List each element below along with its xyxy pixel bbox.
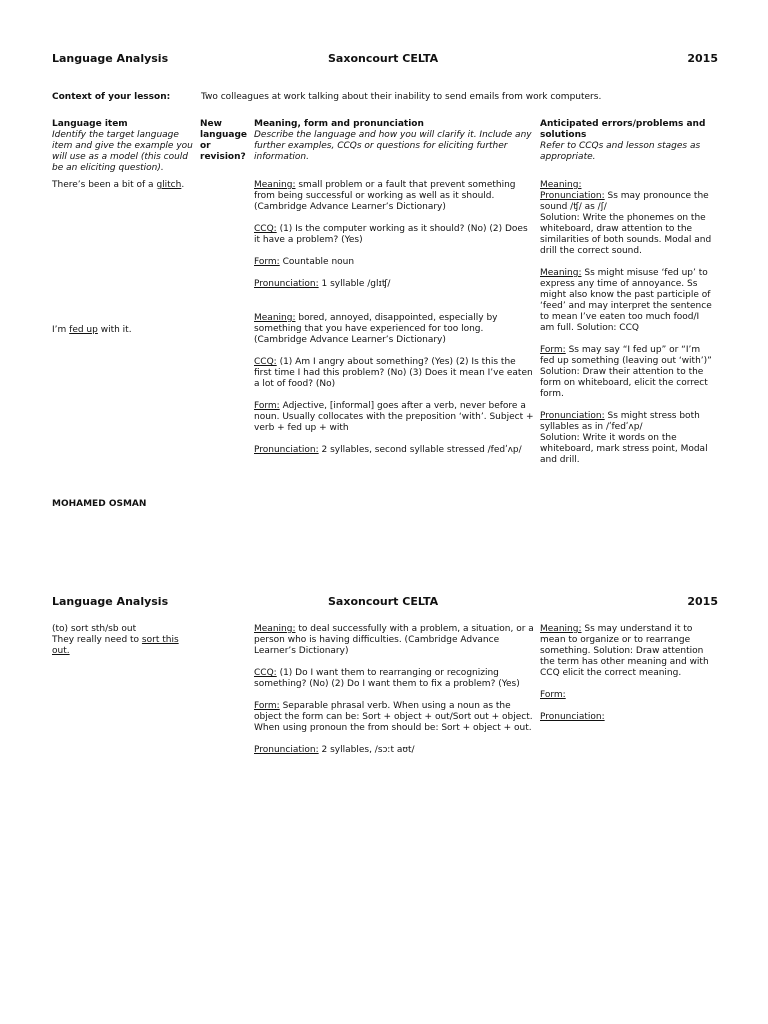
col-title-errors: Anticipated errors/problems and solutions (540, 119, 706, 140)
mfp-glitch (254, 180, 536, 301)
item-text: I’m (52, 325, 70, 335)
doc-title: Language Analysis (52, 595, 169, 608)
error-form-text: Ss may say “I fed up” or “I’m fed up something (leaving out ‘with’)” Solution: Draw their attention to the form on whiteboard, elicit the correct form. (540, 345, 712, 399)
col-title-language-item: Language item (52, 119, 128, 129)
meaning-text: bored, annoyed, disappointed, especially by something that you have experienced for too long. (Cambridge Advance Learner’s Dictionary) (254, 313, 498, 345)
form-label: Form: (254, 701, 280, 711)
item-fed-up (52, 325, 198, 336)
item-target: glitch (156, 180, 182, 190)
ccq-label: CCQ: (254, 668, 277, 678)
item-sort-out (52, 624, 198, 657)
error-pron-text: Ss might stress both syllables as in /ʹfedʹʌp/ (540, 411, 700, 432)
pron-label: Pronunciation: (540, 411, 605, 421)
meaning-label: Meaning: (540, 624, 582, 634)
author-name: MOHAMED OSMAN (52, 499, 147, 509)
form-label: Form: (540, 690, 566, 700)
item-text: There’s been a bit of a (52, 180, 157, 190)
meaning-label: Meaning: (540, 268, 582, 278)
ccq-label: CCQ: (254, 357, 277, 367)
col-title-mfp: Meaning, form and pronunciation (254, 119, 424, 129)
pron-label: Pronunciation: (254, 745, 319, 755)
year: 2015 (687, 52, 718, 65)
form-label: Form: (254, 257, 280, 267)
error-pron-text: Ss may pronounce the sound /ʧ/ as /ʃ/ (540, 191, 709, 212)
form-text: Adjective, [informal] goes after a verb, never before a noun. Usually collocates with the preposition ‘with’. Subject + verb + fed up + with (254, 401, 534, 433)
meaning-label: Meaning: (254, 180, 296, 190)
error-meaning-text: Ss might misuse ‘fed up’ to express any time of annoyance. Ss might also know the past participle of ‘feed’ and may interpret the sentence to mean I’ve eaten too much food/I am full. Solution: CCQ (540, 268, 712, 333)
solution-text: Write it words on the whiteboard, mark stress point, Modal and drill. (540, 433, 708, 465)
col-title-new-language: New language or revision? (200, 119, 248, 162)
pron-text: 2 syllables, second syllable stressed /fedʹʌp/ (321, 445, 522, 455)
meaning-text: small problem or a fault that prevent something from being successful or working as well as it should. (Cambridge Advance Learner’s Dictionary) (254, 180, 516, 212)
doc-title: Language Analysis (52, 52, 169, 65)
ccq-text: (1) Is the computer working as it should? (No) (2) Does it have a problem? (Yes) (254, 224, 528, 245)
course-name: Saxoncourt CELTA (328, 595, 439, 608)
item-text: They really need to (52, 635, 142, 645)
item-text: . (181, 180, 185, 190)
mfp-sort-out (254, 624, 536, 767)
errors-glitch (540, 180, 716, 268)
solution-text: Write the phonemes on the whiteboard, draw attention to the similarities of both sounds. Modal and drill the correct sound. (540, 213, 712, 256)
col-desc-mfp: Describe the language and how you will clarify it. Include any further examples, CCQs or questions for eliciting further information. (254, 130, 532, 162)
error-meaning-text: Ss may understand it to mean to organize or to rearrange something. Solution: Draw attention the term has other meaning and with CCQ elicit the correct meaning. (540, 624, 709, 678)
pron-text: 1 syllable /glɪʧ/ (321, 279, 391, 289)
solution-label: Solution: (540, 213, 580, 223)
item-target: fed up (69, 325, 98, 335)
meaning-label: Meaning: (540, 180, 582, 190)
ccq-text: (1) Do I want them to rearranging or recognizing something? (No) (2) Do I want them to fix a problem? (Yes) (254, 668, 520, 689)
col-desc-language-item: Identify the target language item and give the example you will use as a model (this could be an eliciting question). (52, 130, 193, 173)
pron-label: Pronunciation: (254, 445, 319, 455)
col-header-errors (540, 119, 716, 163)
meaning-label: Meaning: (254, 624, 296, 634)
item-glitch (52, 180, 198, 191)
page-header-2 (52, 595, 718, 611)
course-name: Saxoncourt CELTA (328, 52, 439, 65)
col-header-mfp (254, 119, 536, 163)
col-header-language-item (52, 119, 198, 174)
form-label: Form: (254, 401, 280, 411)
item-text: with it. (97, 325, 132, 335)
pron-text: 2 syllables, /sɔːt aʊt/ (321, 745, 415, 755)
pron-label: Pronunciation: (540, 712, 605, 722)
pron-label: Pronunciation: (540, 191, 605, 201)
context-text: Two colleagues at work talking about their inability to send emails from work computers. (201, 92, 602, 102)
item-target: sort this out. (52, 635, 179, 656)
ccq-label: CCQ: (254, 224, 277, 234)
form-text: Separable phrasal verb. When using a noun as the object the form can be: Sort + object + out/Sort out + object. When using pronoun the from should be: Sort + object + out. (254, 701, 533, 733)
item-headword: (to) sort sth/sb out (52, 624, 137, 634)
col-desc-errors: Refer to CCQs and lesson stages as appropriate. (540, 141, 701, 162)
meaning-text: to deal successfully with a problem, a situation, or a person who is having difficulties. (Cambridge Advance Learner’s Dictionary) (254, 624, 534, 656)
year: 2015 (687, 595, 718, 608)
mfp-fed-up (254, 313, 536, 467)
ccq-text: (1) Am I angry about something? (Yes) (2) Is this the first time I had this problem? (No) (3) Does it mean I’ve eaten a lot of food? (No) (254, 357, 533, 389)
form-label: Form: (540, 345, 566, 355)
errors-sort-out (540, 624, 716, 723)
errors-fed-up (540, 268, 716, 466)
form-text: Countable noun (282, 257, 355, 267)
context-label: Context of your lesson: (52, 92, 171, 102)
pron-label: Pronunciation: (254, 279, 319, 289)
solution-label: Solution: (540, 433, 580, 443)
meaning-label: Meaning: (254, 313, 296, 323)
page-header-1 (52, 52, 718, 68)
